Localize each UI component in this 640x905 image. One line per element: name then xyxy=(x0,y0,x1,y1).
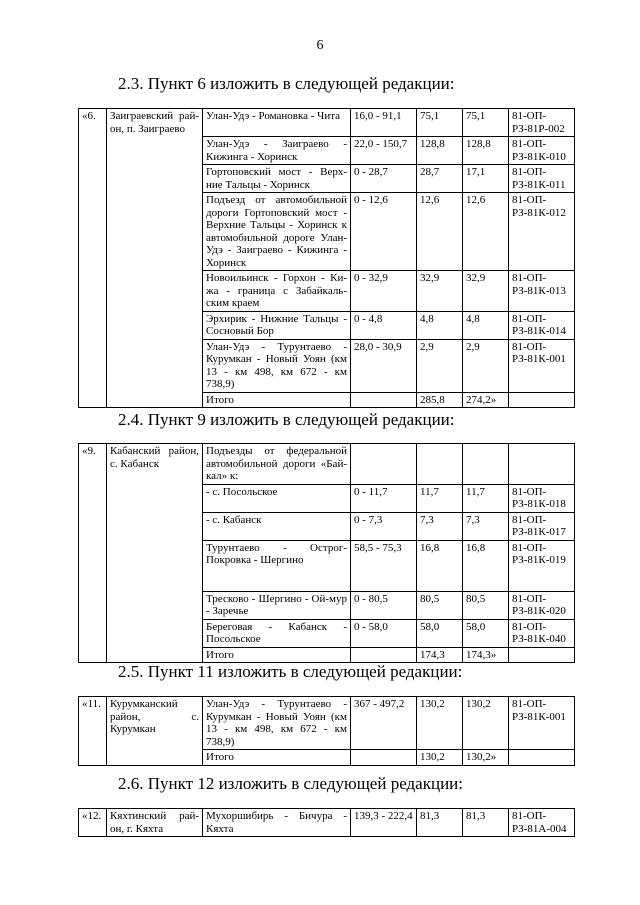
road-code: 81-ОП-РЗ-81К-020 xyxy=(509,591,575,619)
length-total: 28,7 xyxy=(417,165,463,193)
road-code: 81-ОП-РЗ-81К-018 xyxy=(509,484,575,512)
road-code: 81-ОП-РЗ-81К-001 xyxy=(509,339,575,392)
length-total: 75,1 xyxy=(417,109,463,137)
length-total: 32,9 xyxy=(417,271,463,312)
length-value: 80,5 xyxy=(463,591,509,619)
road-table-2-4 xyxy=(78,443,575,663)
table-row xyxy=(79,444,575,485)
km-range: 0 - 12,6 xyxy=(351,193,417,271)
total-value: 130,2» xyxy=(463,750,509,766)
road-code: 81-ОП-РЗ-81К-040 xyxy=(509,619,575,647)
length-total: 4,8 xyxy=(417,311,463,339)
length-value: 16,8 xyxy=(463,540,509,591)
length-value: 2,9 xyxy=(463,339,509,392)
road-code: 81-ОП-РЗ-81К-012 xyxy=(509,193,575,271)
length-value: 130,2 xyxy=(463,697,509,750)
district-name: Кяхтинский рай-он, г. Кяхта xyxy=(107,809,203,837)
length-value: 81,3 xyxy=(463,809,509,837)
road-table-2-3 xyxy=(78,108,575,408)
km-range: 16,0 - 91,1 xyxy=(351,109,417,137)
road-name: Мухоршибирь - Бичура - Кяхта xyxy=(203,809,351,837)
road-code: 81-ОП-РЗ-81К-001 xyxy=(509,697,575,750)
section-heading-2-3: 2.3. Пункт 6 изложить в следующей редакции: xyxy=(118,74,455,93)
total-length: 174,3 xyxy=(417,647,463,663)
length-total: 81,3 xyxy=(417,809,463,837)
road-name: Улан-Удэ - Заиграево - Кижинга - Хоринск xyxy=(203,137,351,165)
km-range: 0 - 80,5 xyxy=(351,591,417,619)
km-range: 0 - 11,7 xyxy=(351,484,417,512)
km-range: 139,3 - 222,4 xyxy=(351,809,417,837)
section-heading-2-4: 2.4. Пункт 9 изложить в следующей редакции: xyxy=(118,410,455,429)
item-number: «12. xyxy=(79,809,107,837)
page-number: 6 xyxy=(316,38,324,53)
road-code: 81-ОП-РЗ-81К-017 xyxy=(509,512,575,540)
total-length: 130,2 xyxy=(417,750,463,766)
table-row xyxy=(79,697,575,750)
road-name: Тресково - Шергино - Ой-мур - Заречье xyxy=(203,591,351,619)
road-name: Гортоповский мост - Верх-ние Тальцы - Хоринск xyxy=(203,165,351,193)
length-value: 128,8 xyxy=(463,137,509,165)
total-label: Итого xyxy=(203,392,351,408)
km-range: 28,0 - 30,9 xyxy=(351,339,417,392)
district-name: Курумканский район, с. Курумкан xyxy=(107,697,203,766)
district-name: Заиграевский рай-он, п. Заиграево xyxy=(107,109,203,408)
item-number: «11. xyxy=(79,697,107,766)
length-value: 11,7 xyxy=(463,484,509,512)
table-row xyxy=(79,809,575,837)
length-total: 12,6 xyxy=(417,193,463,271)
km-range: 0 - 28,7 xyxy=(351,165,417,193)
km-range: 0 - 32,9 xyxy=(351,271,417,312)
item-number: «9. xyxy=(79,444,107,663)
section-heading-2-5: 2.5. Пункт 11 изложить в следующей редакции: xyxy=(118,662,463,681)
length-value: 32,9 xyxy=(463,271,509,312)
road-name: Подъезд от автомобильной дороги Гортоповский мост - Верхние Тальцы - Хоринск к автомобильной дороге Улан-Удэ - Заиграево - Кижинга - Хоринск xyxy=(203,193,351,271)
road-name: - с. Кабанск xyxy=(203,512,351,540)
road-code: 81-ОП-РЗ-81К-019 xyxy=(509,540,575,591)
km-range: 0 - 58,0 xyxy=(351,619,417,647)
length-value: 75,1 xyxy=(463,109,509,137)
total-value: 174,3» xyxy=(463,647,509,663)
road-name: Подъезды от федеральной автомобильной дороги «Бай-кал» к: xyxy=(203,444,351,485)
km-range: 367 - 497,2 xyxy=(351,697,417,750)
district-name: Кабанский район, с. Кабанск xyxy=(107,444,203,663)
road-name: Улан-Удэ - Турунтаево - Курумкан - Новый Уоян (км 13 - км 498, км 672 - км 738,9) xyxy=(203,339,351,392)
length-total: 2,9 xyxy=(417,339,463,392)
length-total: 130,2 xyxy=(417,697,463,750)
length-total: 128,8 xyxy=(417,137,463,165)
road-code: 81-ОП-РЗ-81К-014 xyxy=(509,311,575,339)
road-name: - с. Посольское xyxy=(203,484,351,512)
total-length: 285,8 xyxy=(417,392,463,408)
total-label: Итого xyxy=(203,750,351,766)
length-value: 12,6 xyxy=(463,193,509,271)
road-name: Турунтаево - Острог-Покровка - Шергино xyxy=(203,540,351,591)
item-number: «6. xyxy=(79,109,107,408)
table-row xyxy=(79,109,575,137)
length-total: 58,0 xyxy=(417,619,463,647)
km-range: 58,5 - 75,3 xyxy=(351,540,417,591)
length-value: 4,8 xyxy=(463,311,509,339)
length-total: 11,7 xyxy=(417,484,463,512)
road-code: 81-ОП-РЗ-81К-011 xyxy=(509,165,575,193)
road-name: Новоильинск - Горхон - Ки-жа - граница с Забайкаль-ским краем xyxy=(203,271,351,312)
length-total: 16,8 xyxy=(417,540,463,591)
road-name: Улан-Удэ - Турунтаево - Курумкан - Новый Уоян (км 13 - км 498, км 672 - км 738,9) xyxy=(203,697,351,750)
km-range: 22,0 - 150,7 xyxy=(351,137,417,165)
road-table-2-6 xyxy=(78,808,575,837)
road-table-2-5 xyxy=(78,696,575,766)
road-name: Береговая - Кабанск - Посольское xyxy=(203,619,351,647)
road-name: Улан-Удэ - Романовка - Чита xyxy=(203,109,351,137)
length-total: 7,3 xyxy=(417,512,463,540)
length-value: 17,1 xyxy=(463,165,509,193)
road-name: Эрхирик - Нижние Тальцы - Сосновый Бор xyxy=(203,311,351,339)
road-code: 81-ОП-РЗ-81Р-002 xyxy=(509,109,575,137)
section-heading-2-6: 2.6. Пункт 12 изложить в следующей редакции: xyxy=(118,774,463,793)
length-total: 80,5 xyxy=(417,591,463,619)
road-code: 81-ОП-РЗ-81К-013 xyxy=(509,271,575,312)
km-range: 0 - 7,3 xyxy=(351,512,417,540)
total-value: 274,2» xyxy=(463,392,509,408)
road-code: 81-ОП-РЗ-81К-010 xyxy=(509,137,575,165)
total-label: Итого xyxy=(203,647,351,663)
length-value: 7,3 xyxy=(463,512,509,540)
road-code: 81-ОП-РЗ-81А-004 xyxy=(509,809,575,837)
km-range: 0 - 4,8 xyxy=(351,311,417,339)
length-value: 58,0 xyxy=(463,619,509,647)
